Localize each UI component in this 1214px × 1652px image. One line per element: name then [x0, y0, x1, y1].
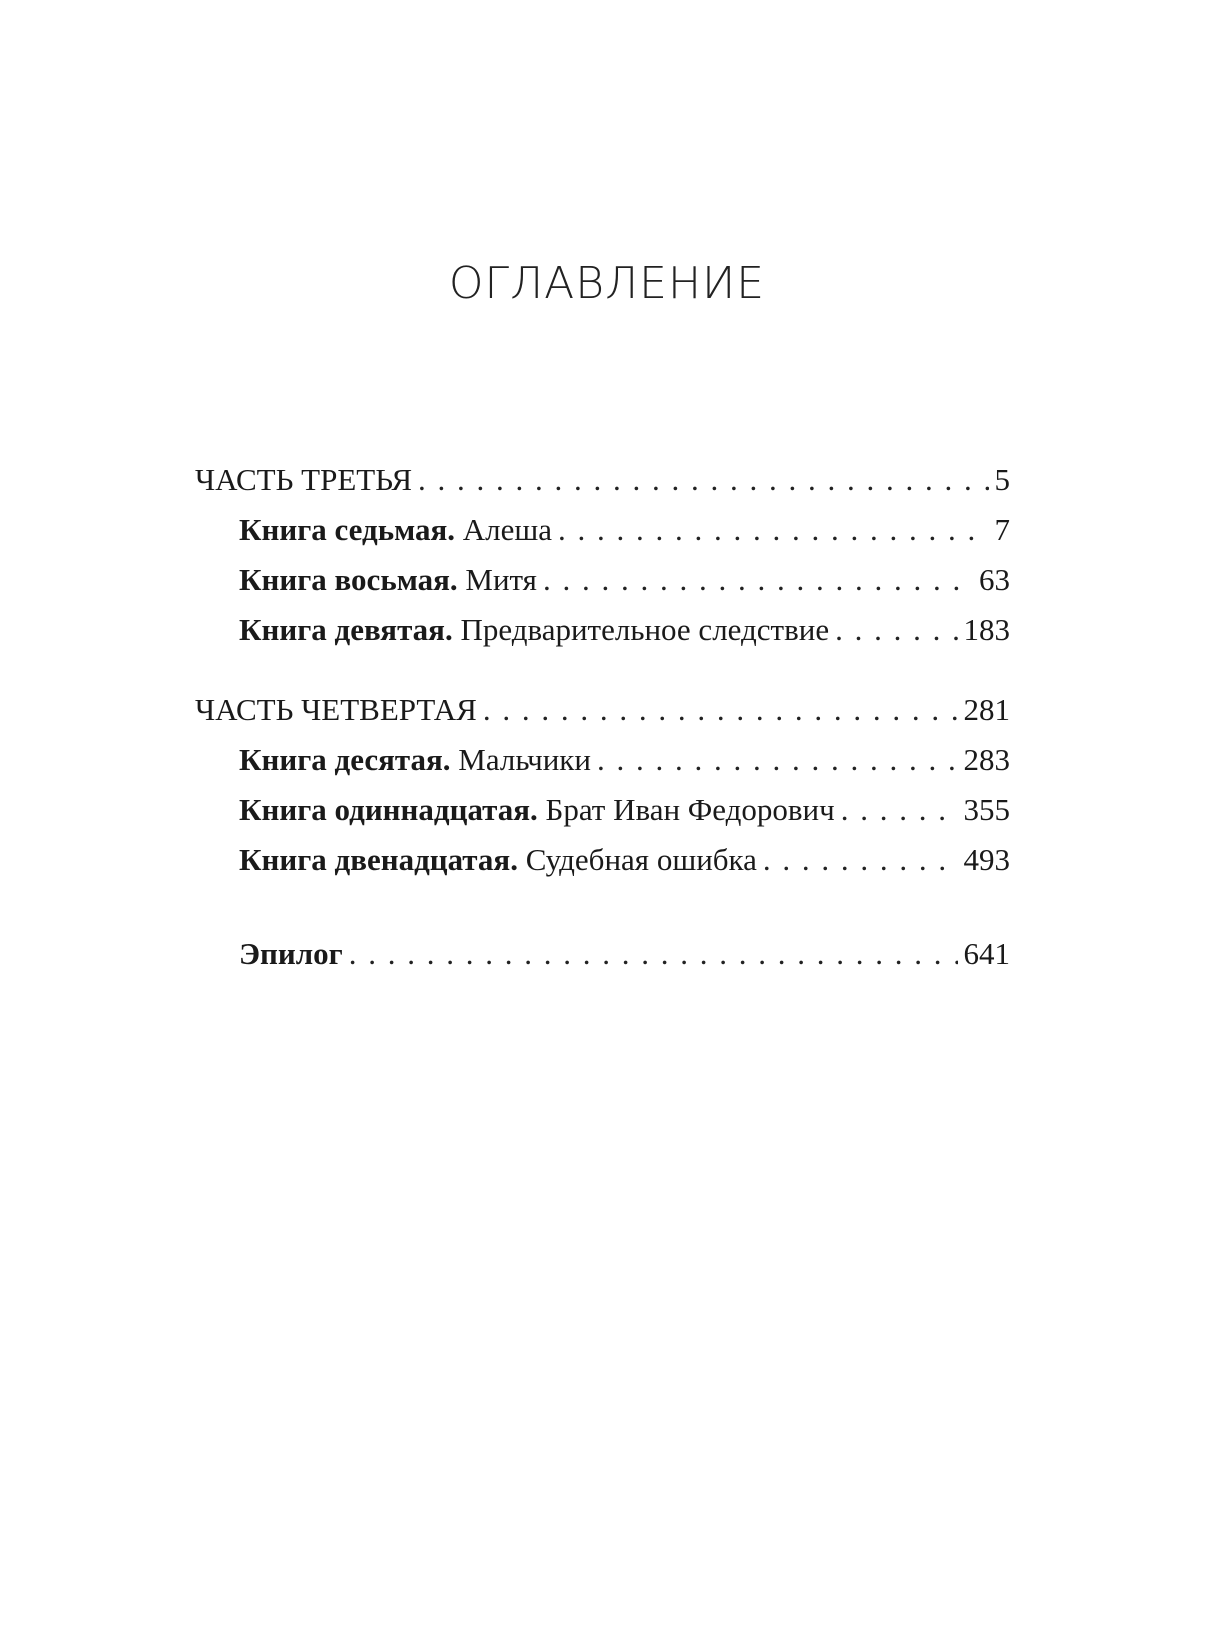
- dot-leader: [558, 505, 988, 555]
- toc-entry-book-eleven: [195, 785, 1010, 835]
- toc-entry-label: [195, 455, 412, 505]
- toc-entry-page: 63: [979, 562, 1010, 597]
- toc-entry-book-number: Книга восьмая.: [239, 562, 458, 597]
- toc-entry-book-ten: [195, 735, 1010, 785]
- toc-entry-title: Судебная ошибка: [517, 842, 757, 877]
- toc-entry-label: [239, 605, 829, 655]
- toc-entry-book-eight: [195, 555, 1010, 605]
- toc-entry-title: ЧАСТЬ ТРЕТЬЯ: [195, 462, 413, 497]
- toc-entry-book-nine: [195, 605, 1010, 655]
- toc-entry-part-three: [195, 455, 1010, 505]
- toc-entry-book-number: Книга десятая.: [239, 742, 451, 777]
- toc-entry-page: 7: [994, 512, 1010, 547]
- toc-entry-page: 183: [963, 612, 1010, 647]
- toc-entry-book-twelve: [195, 835, 1010, 885]
- dot-leader: [841, 785, 958, 835]
- toc-entry-label: [239, 785, 835, 835]
- dot-leader: [418, 455, 988, 505]
- toc-entry-book-seven: [195, 505, 1010, 555]
- toc-entry-page: 281: [963, 692, 1010, 727]
- toc-entry-page: 641: [963, 936, 1010, 971]
- toc-entry-book-number: Книга одиннадцатая.: [239, 792, 538, 827]
- dot-leader: [349, 929, 958, 979]
- toc-entry-label: [195, 685, 477, 735]
- toc-entry-page: 5: [994, 462, 1010, 497]
- toc-entry-page: 283: [963, 742, 1010, 777]
- toc-entry-title: Алеша: [455, 512, 553, 547]
- toc-entry-page: 355: [963, 792, 1010, 827]
- dot-leader: [597, 735, 958, 785]
- toc-entry-page: 493: [963, 842, 1010, 877]
- toc-entry-label: [239, 735, 591, 785]
- dot-leader: [763, 835, 958, 885]
- toc-entry-label: [239, 555, 537, 605]
- toc-entry-title: Предварительное следствие: [452, 612, 830, 647]
- toc-entry-part-four: [195, 685, 1010, 735]
- toc-entry-book-number: Книга девятая.: [239, 612, 453, 647]
- toc-entry-title: ЧАСТЬ ЧЕТВЕРТАЯ: [195, 692, 477, 727]
- toc-entry-title: Митя: [457, 562, 537, 597]
- toc-entry-label: [239, 929, 343, 979]
- table-of-contents: [195, 455, 1010, 979]
- toc-entry-label: [239, 505, 552, 555]
- toc-entry-title: Мальчики: [450, 742, 591, 777]
- toc-entry-label: [239, 835, 757, 885]
- toc-entry-book-number: Книга двенадцатая.: [239, 842, 518, 877]
- dot-leader: [543, 555, 973, 605]
- toc-entry-title: Брат Иван Федорович: [537, 792, 835, 827]
- toc-entry-book-number: Эпилог: [239, 936, 343, 971]
- page-title: ОГЛАВЛЕНИЕ: [448, 258, 766, 309]
- dot-leader: [483, 685, 958, 735]
- toc-entry-book-number: Книга седьмая.: [239, 512, 456, 547]
- toc-entry-epilogue: [195, 929, 1010, 979]
- dot-leader: [835, 605, 957, 655]
